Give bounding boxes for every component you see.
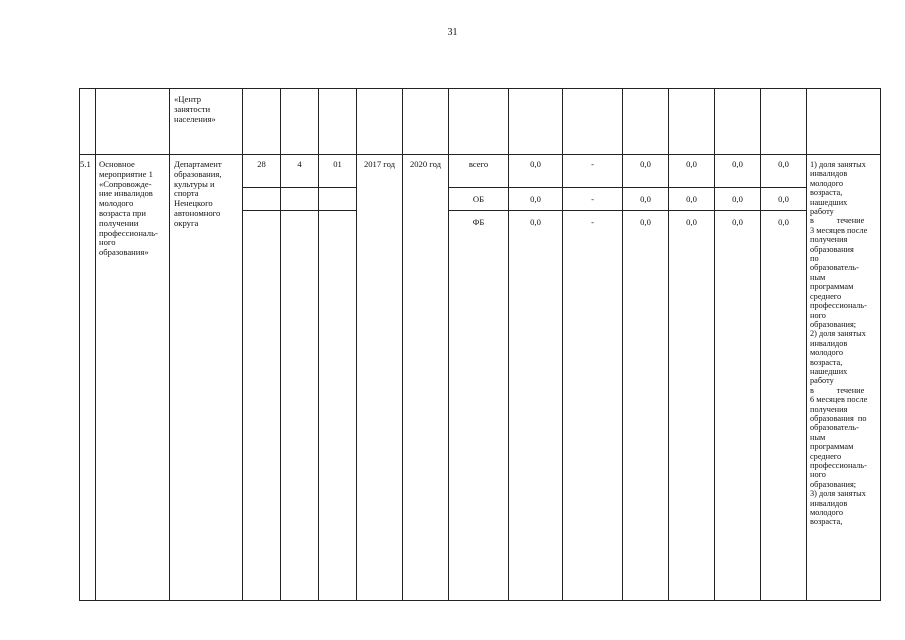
- row-executor: Департамент образования, культуры и спорта Ненецкого автономного округа: [174, 159, 222, 228]
- row-indicators: 1) доля занятых инвалидов молодого возраста, нашедших работу в течение 3 месяцев после получения образования по образователь- ным программам среднего профессиональ- ного образования; 2) доля занятых инвалидов молодого возраста, нашедших работу в течение 6 месяцев после получения образования по образователь- ным программам среднего профессиональ- ного образования; 3) доля занятых инвалидов молодого возраста,: [810, 160, 868, 527]
- value-total-4: 0,0: [686, 159, 697, 169]
- value-ob-2: -: [591, 194, 594, 204]
- value-total-3: 0,0: [640, 159, 651, 169]
- value-ob-3: 0,0: [640, 194, 651, 204]
- value-fb-2: -: [591, 217, 594, 227]
- value-fb-3: 0,0: [640, 217, 651, 227]
- value-fb-4: 0,0: [686, 217, 697, 227]
- row-code-2: 4: [297, 159, 302, 169]
- value-ob-6: 0,0: [778, 194, 789, 204]
- page-number: 31: [447, 27, 458, 38]
- source-label-total: всего: [468, 159, 489, 169]
- source-label-fb: ФБ: [472, 217, 485, 227]
- value-ob-1: 0,0: [530, 194, 541, 204]
- value-total-1: 0,0: [530, 159, 541, 169]
- value-total-2: -: [591, 159, 594, 169]
- row-name: Основное мероприятие 1 «Сопровожде- ние инвалидов молодого возраста при получении профессиональ- ного образования»: [99, 159, 158, 258]
- value-ob-5: 0,0: [732, 194, 743, 204]
- row-number: 5.1: [80, 159, 91, 169]
- value-total-6: 0,0: [778, 159, 789, 169]
- value-ob-4: 0,0: [686, 194, 697, 204]
- header-executor-cell: «Центр занятости населения»: [174, 94, 216, 124]
- row-code-3: 01: [333, 159, 342, 169]
- value-fb-5: 0,0: [732, 217, 743, 227]
- row-code-1: 28: [257, 159, 266, 169]
- row-end-year: 2020 год: [409, 159, 442, 169]
- source-label-ob: ОБ: [472, 194, 485, 204]
- value-total-5: 0,0: [732, 159, 743, 169]
- value-fb-1: 0,0: [530, 217, 541, 227]
- row-start-year: 2017 год: [363, 159, 396, 169]
- value-fb-6: 0,0: [778, 217, 789, 227]
